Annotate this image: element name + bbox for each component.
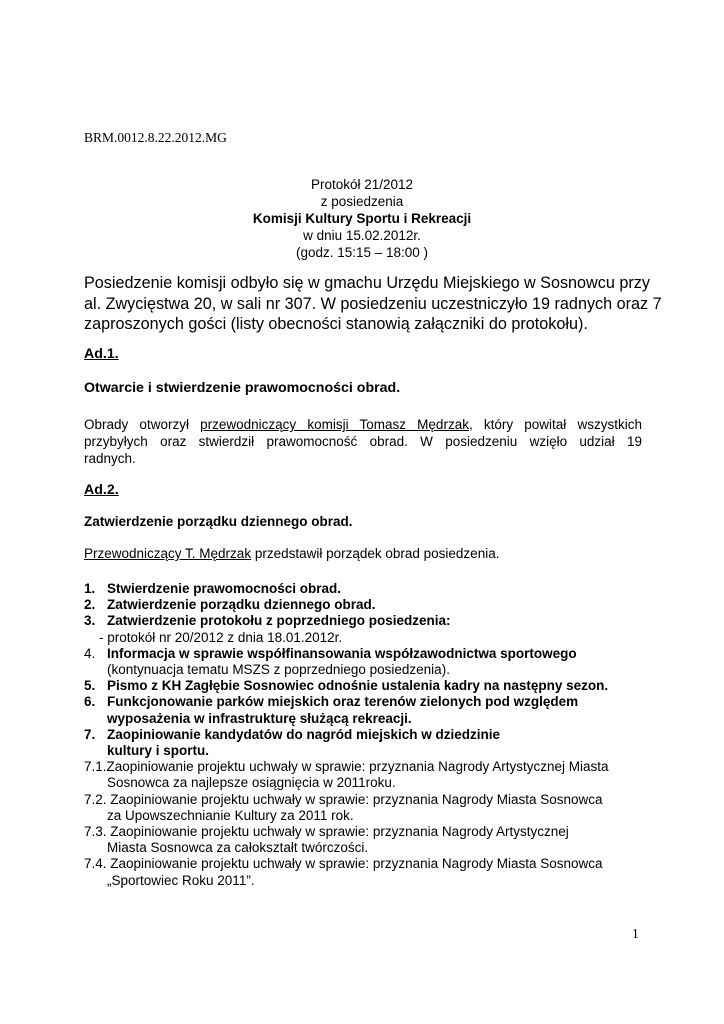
agenda-subitem: - protokół nr 20/2012 z dnia 18.01.2012r.: [99, 629, 343, 645]
agenda-continuation: za Upowszechnianie Kultury za 2011 rok.: [107, 807, 354, 823]
agenda-item: 5. Pismo z KH Zagłębie Sosnowiec odnośnie ustalenia kadry na następny sezon.: [84, 678, 609, 694]
paragraph-line: Obrady otworzył przewodniczący komisji Tomasz Mędrzak, który powitał wszystkich: [84, 417, 642, 432]
protocol-number: Protokół 21/2012: [310, 177, 414, 192]
intro-paragraph: [84, 273, 662, 335]
agenda-continuation: Sosnowca za najlepsze osiągnięcia w 2011roku.: [107, 775, 396, 791]
agenda-item: 6. Funkcjonowanie parków miejskich oraz terenów zielonych pod względem: [84, 694, 579, 710]
agenda-item: 7. Zaopiniowanie kandydatów do nagród miejskich w dziedzinie: [84, 726, 501, 742]
page-number: 1: [632, 926, 639, 941]
agenda-subitem: 7.3. Zaopiniowanie projektu uchwały w sprawie: przyznania Nagrody Artystycznej: [84, 824, 569, 840]
agenda-item: 4. Informacja w sprawie współfinansowania współzawodnictwa sportowego: [84, 645, 577, 661]
agenda-subitem: 7.1.Zaopiniowanie projektu uchwały w sprawie: przyznania Nagrody Artystycznej Miasta: [84, 759, 609, 775]
intro-line: zaproszonych gości (listy obecności stanowią załączniki do protokołu).: [84, 315, 588, 333]
protocol-subtitle: z posiedzenia: [320, 194, 404, 209]
section-heading-ad1: Ad.1.: [84, 346, 119, 362]
paragraph-line: przybyłych oraz stwierdził prawomocność obrad. W posiedzeniu wzięło udział 19: [84, 434, 642, 449]
section-title-ad1: Otwarcie i stwierdzenie prawomocności obrad.: [84, 380, 401, 396]
committee-name: Komisji Kultury Sportu i Rekreacji: [252, 211, 472, 226]
agenda-continuation: kultury i sportu.: [107, 743, 210, 759]
agenda-item: 1. Stwierdzenie prawomocności obrad.: [84, 581, 342, 596]
agenda-continuation: Miasta Sosnowca za całokształt twórczości.: [107, 840, 369, 856]
chairman-name: Przewodniczący T. Mędrzak: [84, 546, 252, 561]
section-title-ad2: Zatwierdzenie porządku dziennego obrad.: [84, 514, 353, 529]
agenda-list: [84, 581, 664, 889]
paragraph-line: radnych.: [84, 451, 136, 466]
agenda-item: 3. Zatwierdzenie protokołu z poprzedniego posiedzenia:: [84, 613, 451, 629]
agenda-item: 2. Zatwierdzenie porządku dziennego obrad.: [84, 597, 376, 613]
agenda-subitem: 7.2. Zaopiniowanie projektu uchwały w sprawie: przyznania Nagrody Miasta Sosnowca: [84, 791, 603, 807]
chairman-name: przewodniczący komisji Tomasz Mędrzak: [200, 417, 469, 432]
intro-line: Posiedzenie komisji odbyło się w gmachu Urzędu Miejskiego w Sosnowcu przy: [84, 274, 650, 292]
meeting-time: (godz. 15:15 – 18:00 ): [295, 245, 429, 260]
ad1-paragraph: [84, 416, 642, 467]
agenda-subitem: 7.4. Zaopiniowanie projektu uchwały w sprawie: przyznania Nagrody Miasta Sosnowca: [84, 856, 603, 872]
agenda-subitem: (kontynuacja tematu MSZS z poprzedniego posiedzenia).: [107, 662, 450, 678]
agenda-continuation: „Sportowiec Roku 2011”.: [107, 872, 255, 888]
section-heading-ad2: Ad.2.: [84, 482, 119, 498]
intro-line: al. Zwycięstwa 20, w sali nr 307. W posiedzeniu uczestniczyło 19 radnych oraz 7: [84, 294, 662, 313]
meeting-date: w dniu 15.02.2012r.: [303, 228, 421, 243]
protocol-header: [0, 176, 724, 261]
document-reference: BRM.0012.8.22.2012.MG: [84, 130, 227, 145]
ad2-paragraph: Przewodniczący T. Mędrzak przedstawił porządek obrad posiedzenia.: [84, 546, 500, 561]
agenda-continuation: wyposażenia w infrastrukturę służącą rekreacji.: [107, 710, 412, 726]
